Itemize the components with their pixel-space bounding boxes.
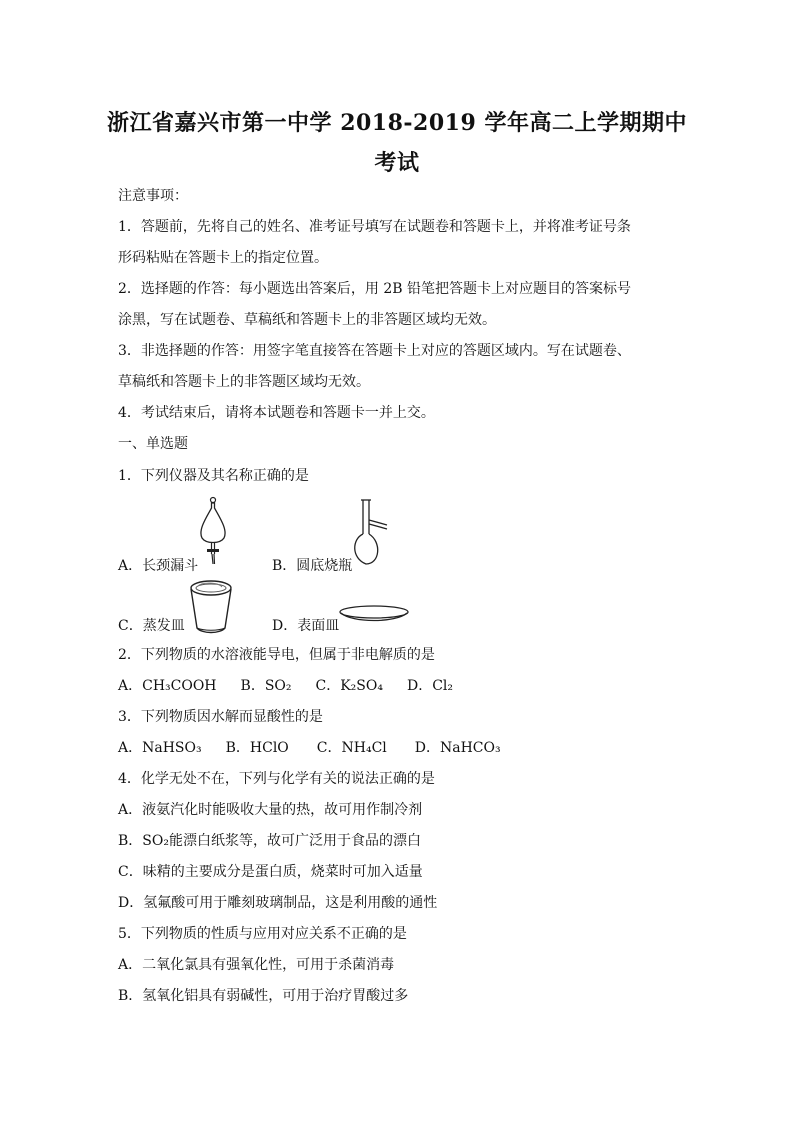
question-1-option-b: B．圆底烧瓶 xyxy=(272,558,353,574)
question-5-stem: 5．下列物质的性质与应用对应关系不正确的是 xyxy=(118,926,407,942)
question-3-stem: 3．下列物质因水解而显酸性的是 xyxy=(118,709,323,725)
exam-title-line-2: 考试 xyxy=(374,150,420,176)
notes-heading: 注意事项： xyxy=(118,188,188,204)
question-4-option-a: A．液氨汽化时能吸收大量的热，故可用作制冷剂 xyxy=(118,802,423,818)
question-5-option-a: A．二氧化氯具有强氧化性，可用于杀菌消毒 xyxy=(118,957,395,973)
question-1-option-a: A．长颈漏斗 xyxy=(118,558,199,574)
note-3-line-2: 草稿纸和答题卡上的非答题区域均无效。 xyxy=(118,374,370,390)
question-1-option-c: C．蒸发皿 xyxy=(118,618,185,634)
note-2-line-1: 2．选择题的作答：每小题选出答案后，用 2B 铅笔把答题卡上对应题目的答案标号 xyxy=(118,281,632,297)
note-4: 4．考试结束后，请将本试题卷和答题卡一并上交。 xyxy=(118,405,435,421)
question-1-stem: 1．下列仪器及其名称正确的是 xyxy=(118,468,309,484)
question-4-option-d: D．氢氟酸可用于雕刻玻璃制品，这是利用酸的通性 xyxy=(118,895,438,911)
exam-title-line-1: 浙江省嘉兴市第一中学 2018-2019 学年高二上学期期中 xyxy=(107,110,687,136)
distilling-flask-icon xyxy=(352,498,392,568)
section-heading: 一、单选题 xyxy=(118,436,188,452)
question-2-options xyxy=(118,676,453,696)
question-3-option-d: D．NaHCO₃ xyxy=(414,740,501,756)
separatory-funnel-icon xyxy=(196,496,230,566)
question-4-option-b: B．SO₂能漂白纸浆等，故可广泛用于食品的漂白 xyxy=(118,833,421,849)
question-2-stem: 2．下列物质的水溶液能导电，但属于非电解质的是 xyxy=(118,647,435,663)
question-3-option-c: C．NH₄Cl xyxy=(316,740,387,756)
question-3-options xyxy=(118,738,501,758)
note-1-line-1: 1．答题前，先将自己的姓名、准考证号填写在试题卷和答题卡上，并将准考证号条 xyxy=(118,219,631,235)
question-3-option-b: B．HClO xyxy=(225,740,289,756)
question-2-option-c: C．K₂SO₄ xyxy=(315,678,383,694)
question-4-option-c: C．味精的主要成分是蛋白质，烧菜时可加入适量 xyxy=(118,864,423,880)
question-4-stem: 4．化学无处不在，下列与化学有关的说法正确的是 xyxy=(118,771,435,787)
question-2-option-d: D．Cl₂ xyxy=(406,678,453,694)
question-1-option-d: D．表面皿 xyxy=(272,618,340,634)
note-3-line-1: 3．非选择题的作答：用签字笔直接答在答题卡上对应的答题区域内。写在试题卷、 xyxy=(118,343,631,359)
watch-glass-icon xyxy=(338,602,410,626)
question-2-option-b: B．SO₂ xyxy=(240,678,292,694)
note-1-line-2: 形码粘贴在答题卡上的指定位置。 xyxy=(118,250,328,266)
question-2-option-a: A．CH₃COOH xyxy=(118,678,217,694)
crucible-icon xyxy=(188,578,234,636)
question-5-option-b: B．氢氧化铝具有弱碱性，可用于治疗胃酸过多 xyxy=(118,988,409,1004)
note-2-line-2: 涂黑，写在试题卷、草稿纸和答题卡上的非答题区域均无效。 xyxy=(118,312,496,328)
question-3-option-a: A．NaHSO₃ xyxy=(118,740,202,756)
